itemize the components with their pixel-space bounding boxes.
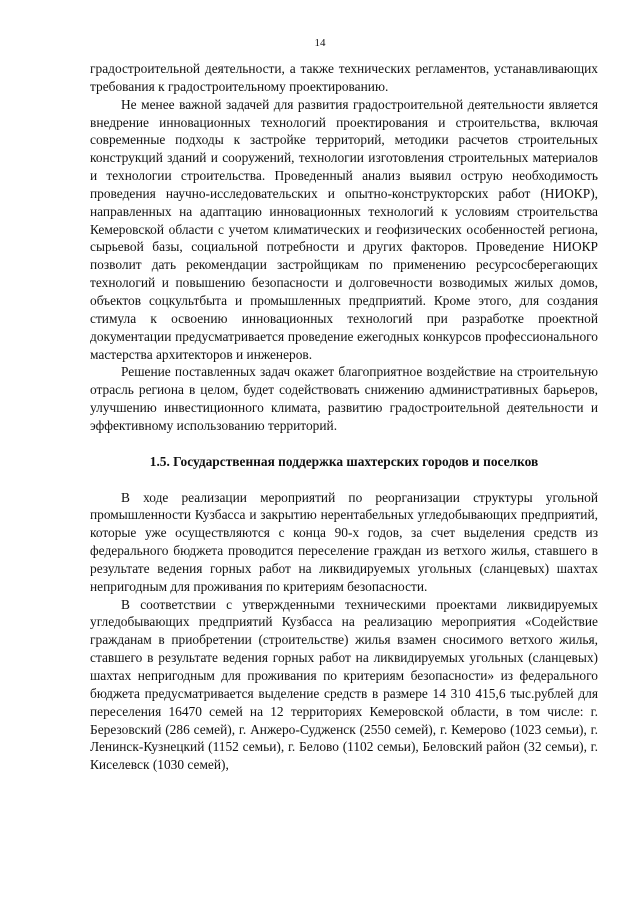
document-body: [90, 60, 598, 774]
paragraph-innovation: Не менее важной задачей для развития градостроительной деятельности является внедрение инновационных технологий проектирования и строительства, включая современные подходы к застройке территорий, методики расчетов строительных конструкций зданий и сооружений, технологии изготовления строительных материалов и технологии строительства. Проведенный анализ выявил острую необходимость проведения научно-исследовательских и опытно-конструкторских работ (НИОКР), направленных на адаптацию инновационных технологий к условиям строительства Кемеровской области с учетом климатических и геофизических особенностей региона, сырьевой базы, социальной потребности и других факторов. Проведение НИОКР позволит дать рекомендации застройщикам по применению ресурсосберегающих технологий и повышению безопасности и долговечности возводимых жилых домов, объектов соцкультбыта и промышленных предприятий. Кроме этого, для создания стимула к освоению инновационных технологий при разработке проектной документации предусматривается проведение ежегодных конкурсов профессионального мастерства архитекторов и инженеров.: [90, 96, 598, 362]
paragraph-relocation: В ходе реализации мероприятий по реорганизации структуры угольной промышленности Кузбасса и закрытию нерентабельных угледобывающих предприятий, которые уже осуществляются с конца 90-х годов, за счет выделения средств из федерального бюджета проводится переселение граждан из ветхого жилья, ставшего в результате ведения горных работ на ликвидируемых угольных (сланцевых) шахтах непригодным для проживания по критериям безопасности.: [90, 489, 598, 594]
paragraph-continuation: градостроительной деятельности, а также технических регламентов, устанавливающих требования к градостроительному проектированию.: [90, 61, 598, 94]
paragraph-funding: В соответствии с утвержденными техническими проектами ликвидируемых угледобывающих предприятий Кузбасса на реализацию мероприятия «Содействие гражданам в приобретении (строительстве) жилья взамен сносимого ветхого жилья, ставшего в результате ведения горных работ на ликвидируемых угольных (сланцевых) шахтах непригодным для проживания по критериям безопасности» из федерального бюджета предусматривается выделение средств в размере 14 310 415,6 тыс.рублей для переселения 16470 семей на 12 территориях Кемеровской области, в том числе: г. Березовский (286 семей), г. Анжеро-Судженск (2550 семей), г. Кемерово (1023 семьи), г. Ленинск-Кузнецкий (1152 семьи), г. Белово (1102 семьи), Беловский район (32 семьи), г. Киселевск (1030 семей),: [90, 596, 598, 773]
section-heading: 1.5. Государственная поддержка шахтерских городов и поселков: [149, 453, 539, 469]
page-number: 14: [314, 37, 326, 49]
paragraph-outcome: Решение поставленных задач окажет благоприятное воздействие на строительную отрасль региона в целом, будет содействовать снижению административных барьеров, улучшению инвестиционного климата, развитию градостроительной деятельности и эффективному использованию территорий.: [90, 364, 598, 433]
